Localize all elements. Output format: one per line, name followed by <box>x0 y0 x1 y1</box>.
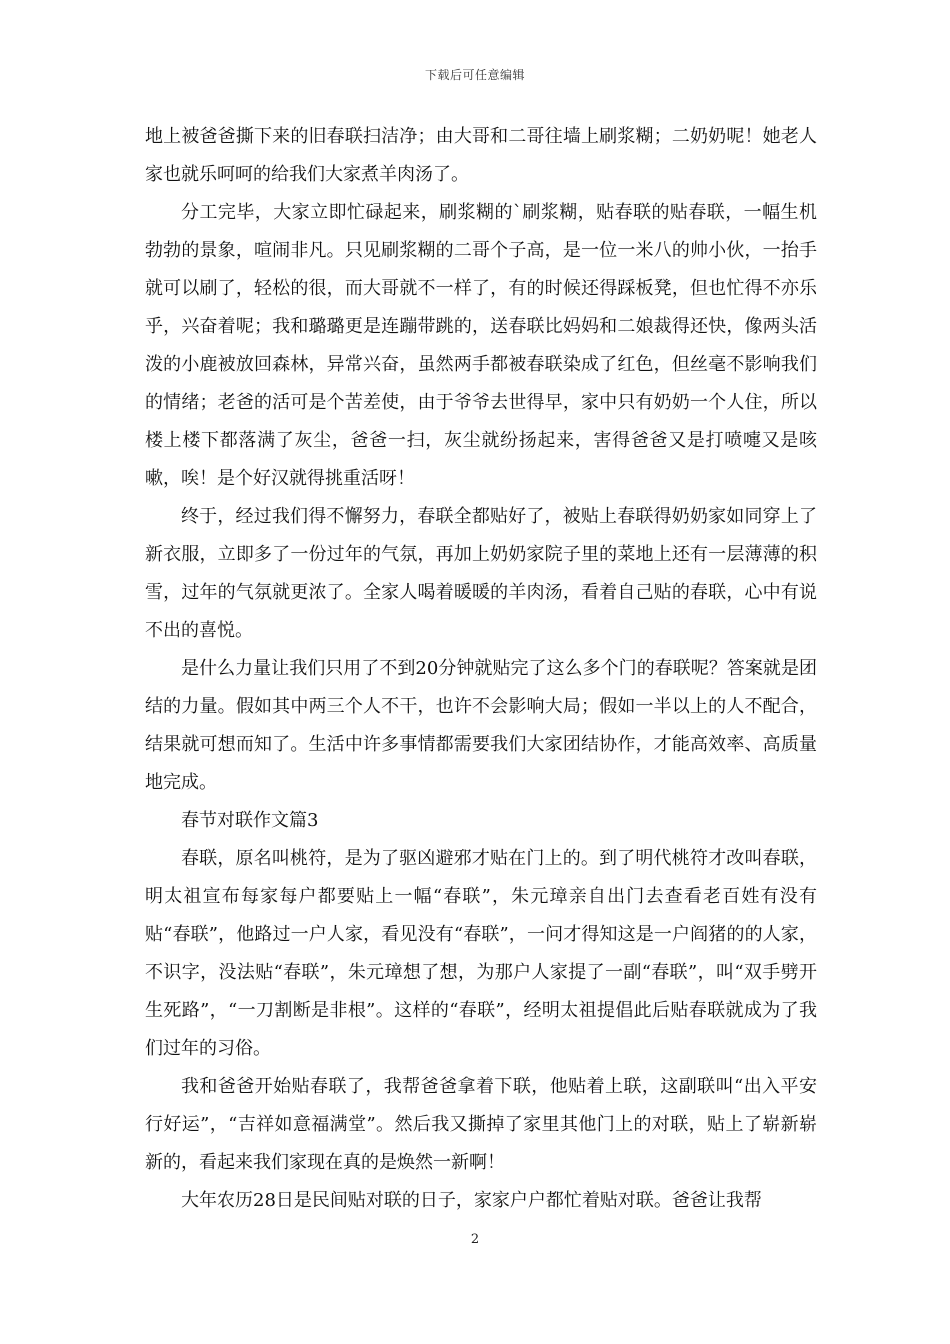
paragraph-continued: 地上被爸爸撕下来的旧春联扫洁净；由大哥和二哥往墙上刷浆糊；二奶奶呢！她老人家也就乐呵呵的给我们大家煮羊肉汤了。 <box>145 126 817 185</box>
page-number: 2 <box>470 1232 480 1247</box>
document-body <box>145 118 817 1220</box>
paragraph: 我和爸爸开始贴春联了，我帮爸爸拿着下联，他贴着上联，这副联叫“出入平安行好运”，“吉祥如意福满堂”。然后我又撕掉了家里其他门上的对联，贴上了崭新崭新的，看起来我们家现在真的是焕然一新啊！ <box>145 1076 817 1173</box>
section-heading: 春节对联作文篇3 <box>181 810 319 831</box>
paragraph: 分工完毕，大家立即忙碌起来，刷浆糊的`刷浆糊，贴春联的贴春联，一幅生机勃勃的景象，喧闹非凡。只见刷浆糊的二哥个子高，是一位一米八的帅小伙，一抬手就可以刷了，轻松的很，而大哥就不一样了，有的时候还得踩板凳，但也忙得不亦乐乎，兴奋着呢；我和璐璐更是连蹦带跳的，送春联比妈妈和二娘裁得还快，像两头活泼的小鹿被放回森林，异常兴奋，虽然两手都被春联染成了红色，但丝毫不影响我们的情绪；老爸的活可是个苦差使，由于爷爷去世得早，家中只有奶奶一个人住，所以楼上楼下都落满了灰尘，爸爸一扫，灰尘就纷扬起来，害得爸爸又是打喷嚏又是咳嗽，唉！是个好汉就得挑重活呀！ <box>145 202 817 489</box>
paragraph: 春联，原名叫桃符，是为了驱凶避邪才贴在门上的。到了明代桃符才改叫春联，明太祖宣布每家每户都要贴上一幅“春联”，朱元璋亲自出门去查看老百姓有没有贴“春联”，他路过一户人家，看见没有“春联”，一问才得知这是一户阎猪的的人家，不识字，没法贴“春联”，朱元璋想了想，为那户人家提了一副“春联”，叫“双手劈开生死路”，“一刀割断是非根”。这样的“春联”，经明太祖提倡此后贴春联就成为了我们过年的习俗。 <box>145 848 817 1059</box>
paragraph: 大年农历28日是民间贴对联的日子，家家户户都忙着贴对联。爸爸让我帮 <box>181 1190 762 1211</box>
page-header: 下载后可任意编辑 <box>424 68 525 82</box>
paragraph: 是什么力量让我们只用了不到20分钟就贴完了这么多个门的春联呢？答案就是团结的力量。假如其中两三个人不干，也许不会影响大局；假如一半以上的人不配合，结果就可想而知了。生活中许多事情都需要我们大家团结协作，才能高效率、高质量地完成。 <box>145 658 817 793</box>
paragraph: 终于，经过我们得不懈努力，春联全都贴好了，被贴上春联得奶奶家如同穿上了新衣服，立即多了一份过年的气氛，再加上奶奶家院子里的菜地上还有一层薄薄的积雪，过年的气氛就更浓了。全家人喝着暖暖的羊肉汤，看着自己贴的春联，心中有说不出的喜悦。 <box>145 506 817 641</box>
